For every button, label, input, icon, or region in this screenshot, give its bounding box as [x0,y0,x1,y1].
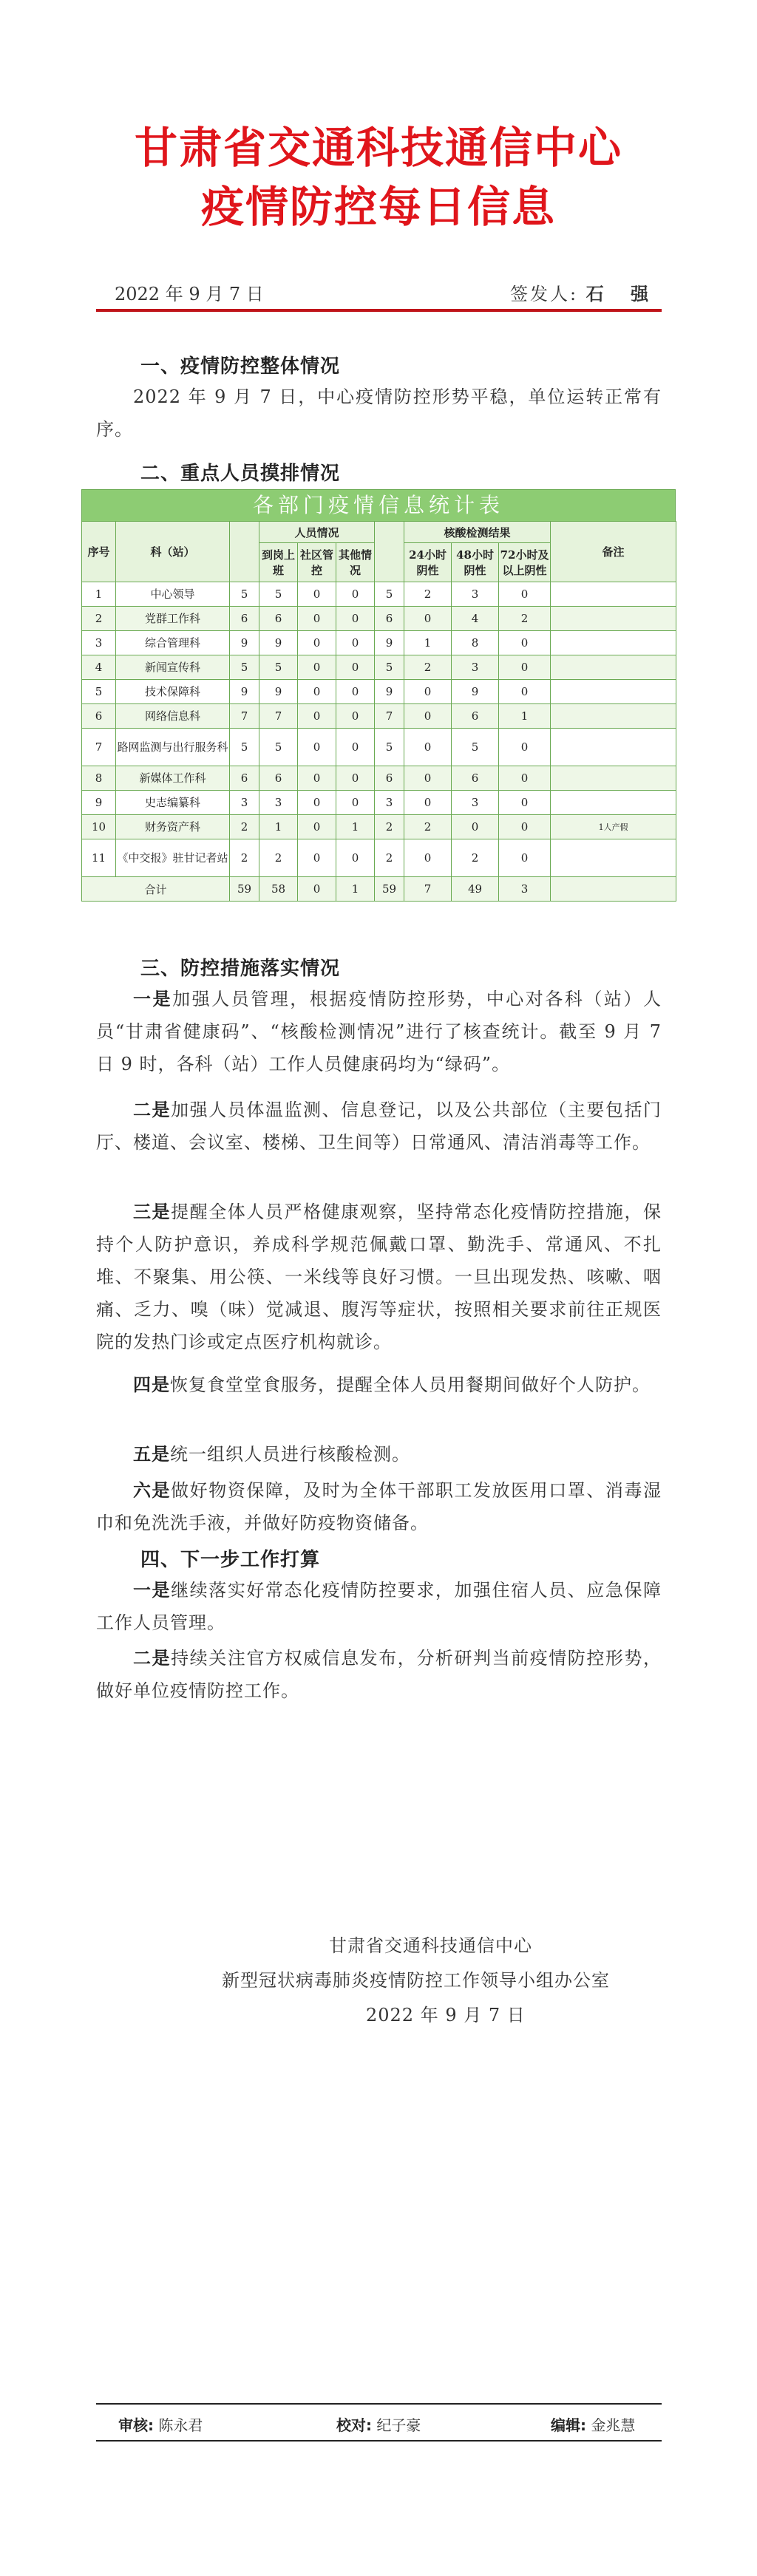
cell-total: 5 [230,729,259,766]
cell-remark [551,680,676,704]
cell-dept: 《中交报》驻甘记者站 [116,839,230,877]
cell-community: 0 [298,729,336,766]
table-row [82,631,676,655]
table-row [82,791,676,815]
cell-other: 0 [336,631,375,655]
section-4-heading: 四、下一步工作打算 [140,1549,321,1571]
issue-date: 2022 年 9 月 7 日 [115,284,264,304]
cell-onduty: 6 [259,607,298,631]
stats-table [81,521,676,902]
section-4-item-1 [96,1574,662,1639]
cell-h24: 0 [404,704,452,729]
item-text: 加强人员体温监测、信息登记，以及公共部位（主要包括门厅、楼道、会议室、楼梯、卫生间等）日常通风、清洁消毒等工作。 [96,1100,662,1153]
item-lead: 六是 [133,1479,172,1501]
stats-table-title: 各部门疫情信息统计表 [81,489,676,521]
total-h72: 3 [499,877,551,902]
cell-community: 0 [298,766,336,791]
item-lead: 三是 [133,1201,172,1222]
header-h72: 72小时及以上阴性 [499,543,551,582]
cell-onduty: 2 [259,839,298,877]
item-lead: 五是 [133,1443,170,1465]
cell-h72: 1 [499,704,551,729]
total-tested: 59 [375,877,404,902]
proof-label: 校对: [336,2416,372,2434]
cell-h48: 6 [452,704,499,729]
cell-tested: 3 [375,791,404,815]
cell-h24: 0 [404,791,452,815]
header-blank-2 [375,522,404,582]
section-3-item-5 [96,1438,662,1471]
total-remark [551,877,676,902]
cell-other: 0 [336,766,375,791]
total-h48: 49 [452,877,499,902]
table-row [82,655,676,680]
item-text: 恢复食堂堂食服务，提醒全体人员用餐期间做好个人防护。 [170,1374,651,1395]
document-title-line1: 甘肃省交通科技通信中心 [134,123,622,173]
cell-no: 2 [82,607,116,631]
edit-label: 编辑: [551,2416,586,2434]
cell-dept: 中心领导 [116,582,230,607]
item-lead: 四是 [133,1374,170,1395]
signature-office: 新型冠状病毒肺炎疫情防控工作领导小组办公室 [222,1970,610,1991]
cell-dept: 网络信息科 [116,704,230,729]
cell-community: 0 [298,655,336,680]
header-no: 序号 [82,522,116,582]
cell-tested: 7 [375,704,404,729]
cell-community: 0 [298,704,336,729]
cell-total: 5 [230,655,259,680]
cell-h72: 0 [499,729,551,766]
footer-edit [551,2413,635,2435]
cell-h24: 2 [404,815,452,839]
cell-h24: 2 [404,655,452,680]
cell-h72: 0 [499,766,551,791]
cell-dept: 路网监测与出行服务科 [116,729,230,766]
table-row [82,839,676,877]
header-community: 社区管控 [298,543,336,582]
cell-remark [551,582,676,607]
header-other: 其他情况 [336,543,375,582]
section-2-heading: 二、重点人员摸排情况 [140,463,341,485]
cell-dept: 技术保障科 [116,680,230,704]
cell-other: 0 [336,607,375,631]
cell-onduty: 1 [259,815,298,839]
cell-h24: 2 [404,582,452,607]
item-text: 加强人员管理，根据疫情防控形势，中心对各科（站）人员“甘肃省健康码”、“核酸检测情况”进行了核查统计。截至 9 月 7 日 9 时，各科（站）工作人员健康码均为“绿码”。 [96,989,662,1074]
cell-total: 6 [230,766,259,791]
cell-no: 8 [82,766,116,791]
item-text: 继续落实好常态化疫情防控要求，加强住宿人员、应急保障工作人员管理。 [96,1580,662,1633]
cell-h72: 0 [499,815,551,839]
cell-remark [551,839,676,877]
cell-community: 0 [298,631,336,655]
cell-total: 7 [230,704,259,729]
section-3-item-3 [96,1196,662,1358]
footer-divider-top [96,2403,662,2405]
cell-h48: 2 [452,839,499,877]
cell-dept: 财务资产科 [116,815,230,839]
signature-date: 2022 年 9 月 7 日 [366,2005,526,2025]
table-row [82,680,676,704]
header-staff-group: 人员情况 [259,522,375,543]
cell-community: 0 [298,815,336,839]
cell-community: 0 [298,680,336,704]
cell-remark [551,704,676,729]
cell-tested: 2 [375,815,404,839]
cell-h24: 0 [404,607,452,631]
cell-remark [551,729,676,766]
cell-other: 0 [336,680,375,704]
header-remark: 备注 [551,522,676,582]
cell-h72: 2 [499,607,551,631]
cell-no: 6 [82,704,116,729]
cell-h24: 0 [404,729,452,766]
section-3-item-1 [96,983,662,1080]
cell-no: 10 [82,815,116,839]
cell-total: 2 [230,839,259,877]
cell-onduty: 9 [259,631,298,655]
cell-tested: 9 [375,680,404,704]
cell-h24: 1 [404,631,452,655]
cell-h48: 3 [452,791,499,815]
item-text: 做好物资保障，及时为全体干部职工发放医用口罩、消毒湿巾和免洗洗手液，并做好防疫物资储备。 [96,1480,662,1533]
signer [510,279,659,305]
item-text: 统一组织人员进行核酸检测。 [170,1444,410,1465]
table-row [82,766,676,791]
cell-total: 6 [230,607,259,631]
cell-tested: 5 [375,729,404,766]
cell-other: 0 [336,791,375,815]
proof-name: 纪子豪 [376,2416,421,2434]
cell-dept: 新媒体工作科 [116,766,230,791]
item-text: 持续关注官方权威信息发布，分析研判当前疫情防控形势，做好单位疫情防控工作。 [96,1648,662,1701]
cell-remark [551,607,676,631]
cell-h72: 0 [499,631,551,655]
cell-h24: 0 [404,766,452,791]
cell-h48: 0 [452,815,499,839]
cell-remark [551,655,676,680]
cell-remark: 1人产假 [551,815,676,839]
cell-h72: 0 [499,655,551,680]
cell-dept: 史志编纂科 [116,791,230,815]
section-4-item-2 [96,1642,662,1707]
cell-no: 5 [82,680,116,704]
cell-h48: 3 [452,655,499,680]
cell-remark [551,631,676,655]
cell-h72: 0 [499,791,551,815]
cell-no: 4 [82,655,116,680]
footer-divider-bottom [96,2440,662,2442]
cell-h48: 4 [452,607,499,631]
cell-no: 7 [82,729,116,766]
section-3-item-6 [96,1474,662,1539]
table-row [82,815,676,839]
total-onduty: 58 [259,877,298,902]
item-lead: 二是 [133,1647,172,1669]
cell-other: 0 [336,655,375,680]
signer-label: 签发人: [510,284,579,304]
total-h24: 7 [404,877,452,902]
cell-no: 11 [82,839,116,877]
stats-table-block [81,489,676,902]
header-divider [96,309,662,312]
section-3-heading: 三、防控措施落实情况 [140,958,341,980]
section-1-text: 2022 年 9 月 7 日，中心疫情防控形势平稳，单位运转正常有序。 [96,386,662,440]
total-label: 合计 [82,877,230,902]
cell-onduty: 6 [259,766,298,791]
total-other: 1 [336,877,375,902]
cell-h72: 0 [499,680,551,704]
cell-total: 2 [230,815,259,839]
cell-other: 1 [336,815,375,839]
cell-h48: 9 [452,680,499,704]
cell-other: 0 [336,704,375,729]
cell-onduty: 7 [259,704,298,729]
header-dept: 科（站） [116,522,230,582]
section-1-heading: 一、疫情防控整体情况 [140,355,341,378]
review-label: 审核: [118,2416,154,2434]
item-text: 提醒全体人员严格健康观察，坚持常态化疫情防控措施，保持个人防护意识，养成科学规范佩戴口罩、勤洗手、常通风、不扎堆、不聚集、用公筷、一米线等良好习惯。一旦出现发热、咳嗽、咽痛、乏力、嗅（味）觉减退、腹泻等症状，按照相关要求前往正规医院的发热门诊或定点医疗机构就诊。 [96,1202,662,1352]
cell-tested: 9 [375,631,404,655]
cell-tested: 6 [375,607,404,631]
signer-name: 石 强 [585,283,659,304]
cell-onduty: 9 [259,680,298,704]
footer-proof [336,2413,421,2435]
item-lead: 一是 [133,988,173,1009]
cell-tested: 2 [375,839,404,877]
cell-h24: 0 [404,680,452,704]
header-h24: 24小时阴性 [404,543,452,582]
cell-total: 9 [230,680,259,704]
cell-onduty: 5 [259,655,298,680]
header-onduty: 到岗上班 [259,543,298,582]
cell-other: 0 [336,582,375,607]
total-total: 59 [230,877,259,902]
cell-remark [551,791,676,815]
total-community: 0 [298,877,336,902]
table-row [82,729,676,766]
item-lead: 二是 [133,1099,172,1120]
table-row [82,704,676,729]
signature-org: 甘肃省交通科技通信中心 [329,1935,532,1956]
cell-h48: 3 [452,582,499,607]
cell-no: 9 [82,791,116,815]
cell-dept: 党群工作科 [116,607,230,631]
cell-other: 0 [336,839,375,877]
cell-tested: 5 [375,655,404,680]
cell-community: 0 [298,791,336,815]
cell-no: 3 [82,631,116,655]
cell-onduty: 3 [259,791,298,815]
header-blank-1 [230,522,259,582]
cell-community: 0 [298,607,336,631]
cell-h24: 0 [404,839,452,877]
review-name: 陈永君 [158,2416,203,2434]
cell-onduty: 5 [259,582,298,607]
cell-tested: 6 [375,766,404,791]
document-title-line2: 疫情防控每日信息 [200,182,556,232]
table-total-row [82,877,676,902]
footer-review [118,2413,203,2435]
table-row [82,607,676,631]
cell-h72: 0 [499,582,551,607]
cell-dept: 综合管理科 [116,631,230,655]
cell-total: 9 [230,631,259,655]
edit-name: 金兆慧 [591,2416,636,2434]
cell-no: 1 [82,582,116,607]
cell-dept: 新闻宣传科 [116,655,230,680]
item-lead: 一是 [133,1579,172,1601]
header-test-group: 核酸检测结果 [404,522,551,543]
cell-other: 0 [336,729,375,766]
cell-total: 5 [230,582,259,607]
cell-h48: 5 [452,729,499,766]
cell-onduty: 5 [259,729,298,766]
table-row [82,582,676,607]
cell-tested: 5 [375,582,404,607]
cell-community: 0 [298,582,336,607]
cell-remark [551,766,676,791]
section-3-item-2 [96,1094,662,1159]
cell-h48: 6 [452,766,499,791]
cell-total: 3 [230,791,259,815]
header-h48: 48小时阴性 [452,543,499,582]
cell-h48: 8 [452,631,499,655]
cell-community: 0 [298,839,336,877]
cell-h72: 0 [499,839,551,877]
section-3-item-4 [96,1369,662,1401]
